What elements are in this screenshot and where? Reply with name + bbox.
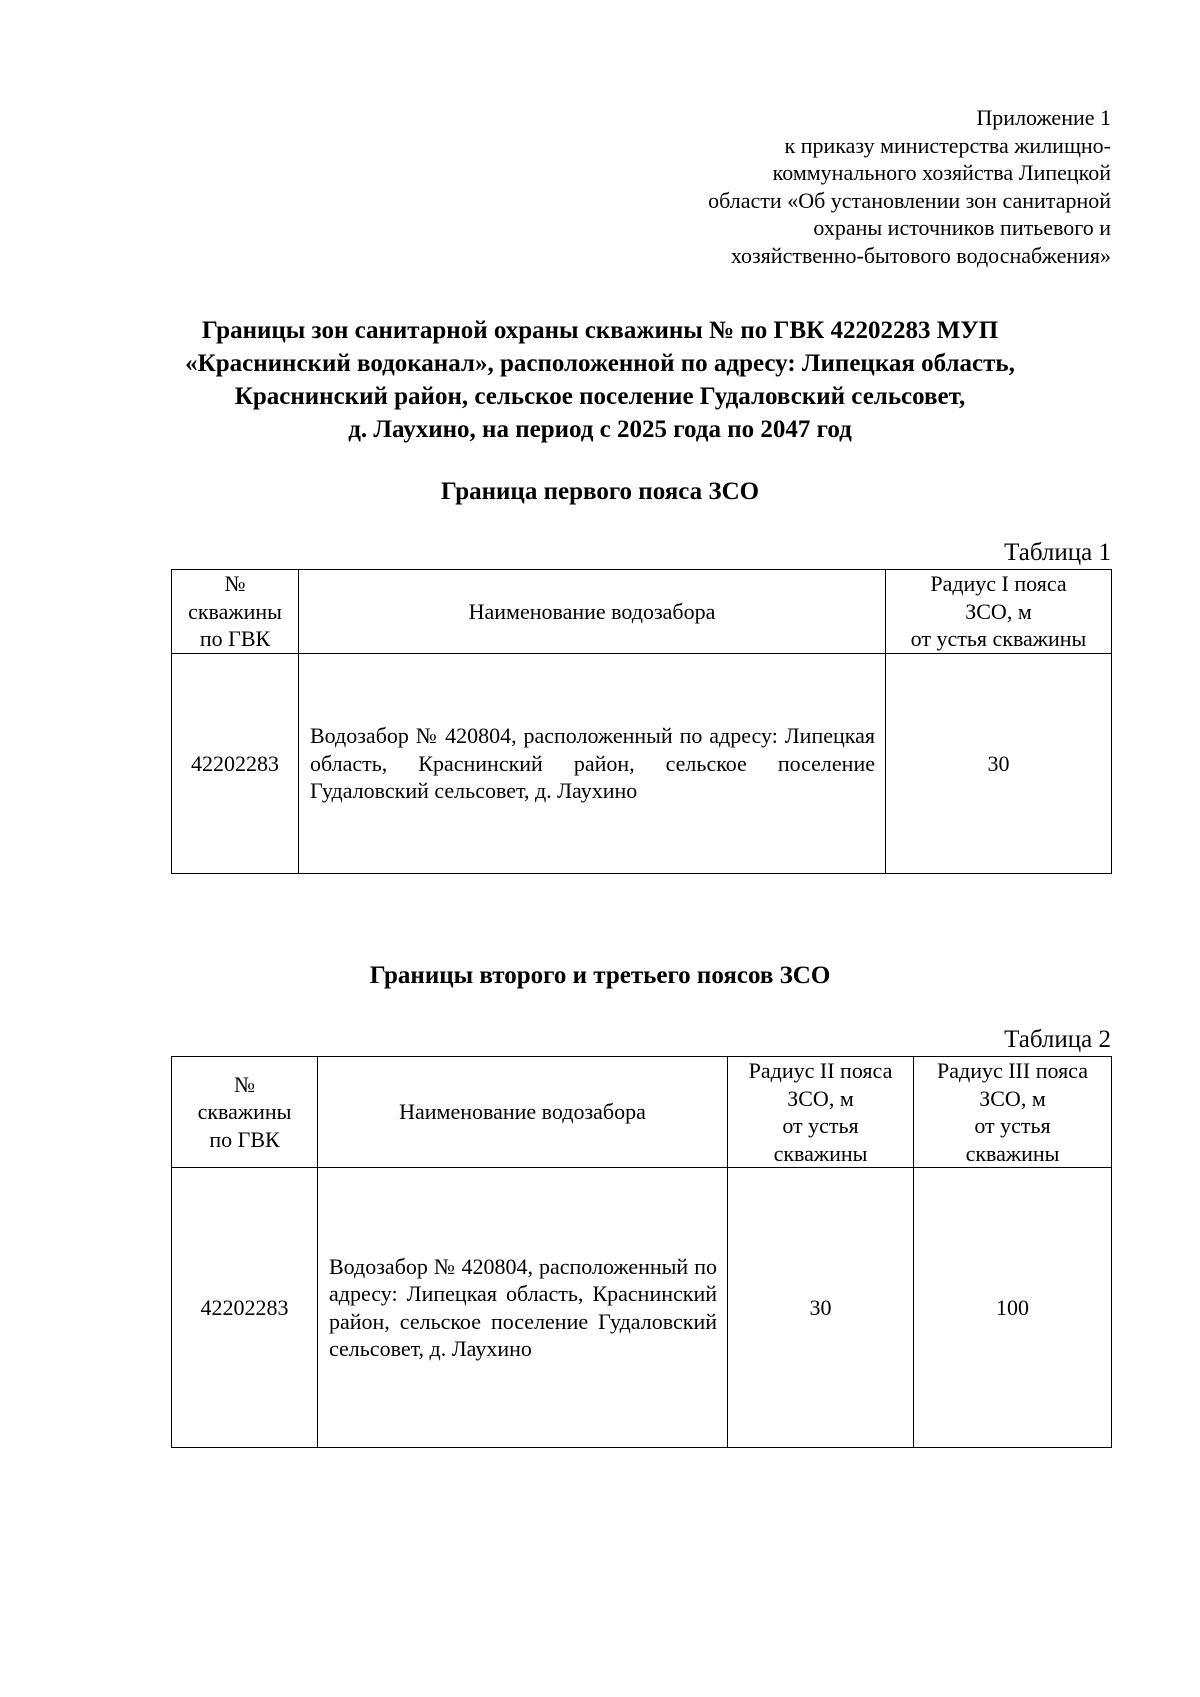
section2-heading: Границы второго и третьего поясов ЗСО [369, 962, 831, 989]
table-2 [171, 1056, 1112, 1448]
title-line: Границы зон санитарной охраны скважины № по ГВК 42202283 МУП [201, 317, 999, 344]
header-radius-2 [728, 1057, 914, 1168]
table-row [172, 654, 1112, 874]
header-radius-1 [886, 570, 1112, 654]
table-1 [171, 569, 1112, 874]
header-line: Радиус I пояса [930, 571, 1067, 597]
header-line: скважины [188, 598, 282, 624]
header-line: ЗСО, м [965, 598, 1032, 624]
appendix-line: хозяйственно-бытового водоснабжения» [730, 242, 1111, 268]
cell-radius-3: 100 [914, 1168, 1112, 1448]
cell-well-number: 42202283 [172, 654, 299, 874]
title-line: Краснинский район, сельское поселение Гудаловский сельсовет, [234, 383, 966, 410]
cell-radius-2: 30 [728, 1168, 914, 1448]
header-line: по ГВК [199, 626, 271, 652]
cell-intake-name: Водозабор № 420804, расположенный по адресу: Липецкая область, Краснинский район, сельское поселение Гудаловский сельсовет, д. Лаухино [299, 654, 886, 874]
header-line: скважины [773, 1140, 868, 1166]
cell-intake-name: Водозабор № 420804, расположенный по адресу: Липецкая область, Краснинский район, сельское поселение Гудаловский сельсовет, д. Лаухино [318, 1168, 728, 1448]
header-intake-name: Наименование водозабора [318, 1057, 728, 1168]
title-line: д. Лаухино, на период с 2025 года по 2047 год [348, 416, 852, 443]
header-line: от устья [782, 1113, 859, 1138]
table-row [172, 1168, 1112, 1448]
section1-heading: Граница первого пояса ЗСО [440, 478, 760, 505]
header-line: скважины [965, 1140, 1060, 1166]
header-line: ЗСО, м [979, 1085, 1046, 1111]
appendix-line: к приказу министерства жилищно- [784, 132, 1111, 158]
header-line: № [224, 571, 246, 597]
header-line: от устья скважины [910, 626, 1087, 652]
header-intake-name: Наименование водозабора [299, 570, 886, 654]
header-line: скважины [197, 1099, 292, 1125]
cell-well-number: 42202283 [172, 1168, 318, 1448]
header-well-number [172, 570, 299, 654]
appendix-line: коммунального хозяйства Липецкой [772, 160, 1111, 185]
header-line: ЗСО, м [787, 1085, 854, 1111]
appendix-line: Приложение 1 [976, 105, 1111, 130]
header-line: Радиус III пояса [937, 1058, 1088, 1083]
header-line: № [234, 1071, 255, 1097]
table1-label: Таблица 1 [1004, 539, 1111, 566]
table2-label: Таблица 2 [1004, 1026, 1111, 1053]
cell-radius-1: 30 [886, 654, 1112, 874]
title-line: «Краснинский водоканал», расположенной по адресу: Липецкая область, [185, 350, 1015, 377]
header-radius-3 [914, 1057, 1112, 1168]
table-header-row [172, 1057, 1112, 1168]
appendix-line: области «Об установлении зон санитарной [708, 187, 1111, 213]
header-line: по ГВК [209, 1126, 280, 1152]
document-title [100, 314, 1100, 446]
header-well-number [172, 1057, 318, 1168]
header-line: Радиус II пояса [748, 1058, 893, 1083]
appendix-block [591, 104, 1111, 269]
header-line: от устья [974, 1113, 1051, 1138]
table-header-row [172, 570, 1112, 654]
appendix-line: охраны источников питьевого и [813, 215, 1111, 240]
